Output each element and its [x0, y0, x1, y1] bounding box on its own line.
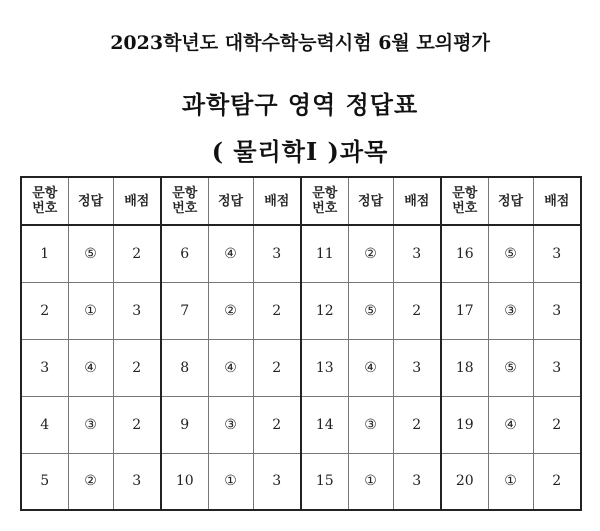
exam-title: 2023학년도 대학수학능력시험 6월 모의평가	[110, 32, 490, 54]
answer: ⑤	[68, 225, 113, 282]
question-number: 3	[21, 339, 68, 396]
question-number: 18	[441, 339, 488, 396]
answer: ④	[208, 225, 253, 282]
header-answer: 정답	[348, 177, 393, 225]
header-question-number	[21, 177, 68, 225]
answer: ①	[348, 453, 393, 510]
points: 2	[253, 396, 301, 453]
points: 3	[393, 225, 441, 282]
header-question-label-line1: 문항	[312, 186, 338, 201]
answer: ③	[68, 396, 113, 453]
question-number: 17	[441, 282, 488, 339]
answer: ①	[488, 453, 533, 510]
subject-title: ( 물리학Ⅰ )과목	[211, 137, 389, 166]
answer-table	[20, 176, 582, 511]
table-row	[21, 396, 581, 453]
question-number: 19	[441, 396, 488, 453]
header-question-label-line1: 문항	[452, 186, 478, 201]
answer: ④	[68, 339, 113, 396]
header-question-label-line2: 번호	[172, 201, 198, 216]
answer: ④	[348, 339, 393, 396]
question-number: 16	[441, 225, 488, 282]
points: 2	[533, 453, 581, 510]
answer: ③	[488, 282, 533, 339]
answer: ②	[208, 282, 253, 339]
points: 3	[113, 282, 161, 339]
table-row	[21, 225, 581, 282]
question-number: 13	[301, 339, 348, 396]
header-question-label-line2: 번호	[312, 201, 338, 216]
points: 2	[253, 339, 301, 396]
question-number: 5	[21, 453, 68, 510]
answer: ⑤	[348, 282, 393, 339]
header-answer: 정답	[488, 177, 533, 225]
question-number: 12	[301, 282, 348, 339]
points: 3	[253, 225, 301, 282]
header-question-number	[301, 177, 348, 225]
header-question-number	[441, 177, 488, 225]
answer: ⑤	[488, 339, 533, 396]
question-number: 7	[161, 282, 208, 339]
question-number: 9	[161, 396, 208, 453]
answer: ②	[68, 453, 113, 510]
points: 2	[393, 282, 441, 339]
points: 2	[113, 396, 161, 453]
answer: ③	[208, 396, 253, 453]
points: 3	[533, 282, 581, 339]
question-number: 20	[441, 453, 488, 510]
header-points: 배점	[253, 177, 301, 225]
header-question-number	[161, 177, 208, 225]
points: 3	[393, 453, 441, 510]
header-points: 배점	[533, 177, 581, 225]
answer-key-title: 과학탐구 영역 정답표	[181, 90, 419, 119]
points: 3	[393, 339, 441, 396]
question-number: 1	[21, 225, 68, 282]
table-row	[21, 453, 581, 510]
answer: ⑤	[488, 225, 533, 282]
question-number: 2	[21, 282, 68, 339]
points: 2	[113, 339, 161, 396]
question-number: 14	[301, 396, 348, 453]
header-answer: 정답	[208, 177, 253, 225]
points: 3	[533, 339, 581, 396]
question-number: 11	[301, 225, 348, 282]
points: 2	[533, 396, 581, 453]
answer: ①	[68, 282, 113, 339]
points: 3	[533, 225, 581, 282]
header-points: 배점	[393, 177, 441, 225]
points: 3	[113, 453, 161, 510]
points: 3	[253, 453, 301, 510]
answer: ②	[348, 225, 393, 282]
answer: ①	[208, 453, 253, 510]
answer: ③	[348, 396, 393, 453]
question-number: 8	[161, 339, 208, 396]
header-answer: 정답	[68, 177, 113, 225]
header-question-label-line1: 문항	[172, 186, 198, 201]
question-number: 15	[301, 453, 348, 510]
table-row	[21, 282, 581, 339]
question-number: 4	[21, 396, 68, 453]
header-question-label-line2: 번호	[32, 201, 58, 216]
points: 2	[393, 396, 441, 453]
answer: ④	[488, 396, 533, 453]
points: 2	[253, 282, 301, 339]
header-question-label-line1: 문항	[32, 186, 58, 201]
header-points: 배점	[113, 177, 161, 225]
answer-table-body	[21, 225, 581, 510]
table-row	[21, 339, 581, 396]
header-row	[21, 177, 581, 225]
question-number: 6	[161, 225, 208, 282]
header-question-label-line2: 번호	[452, 201, 478, 216]
points: 2	[113, 225, 161, 282]
answer: ④	[208, 339, 253, 396]
question-number: 10	[161, 453, 208, 510]
